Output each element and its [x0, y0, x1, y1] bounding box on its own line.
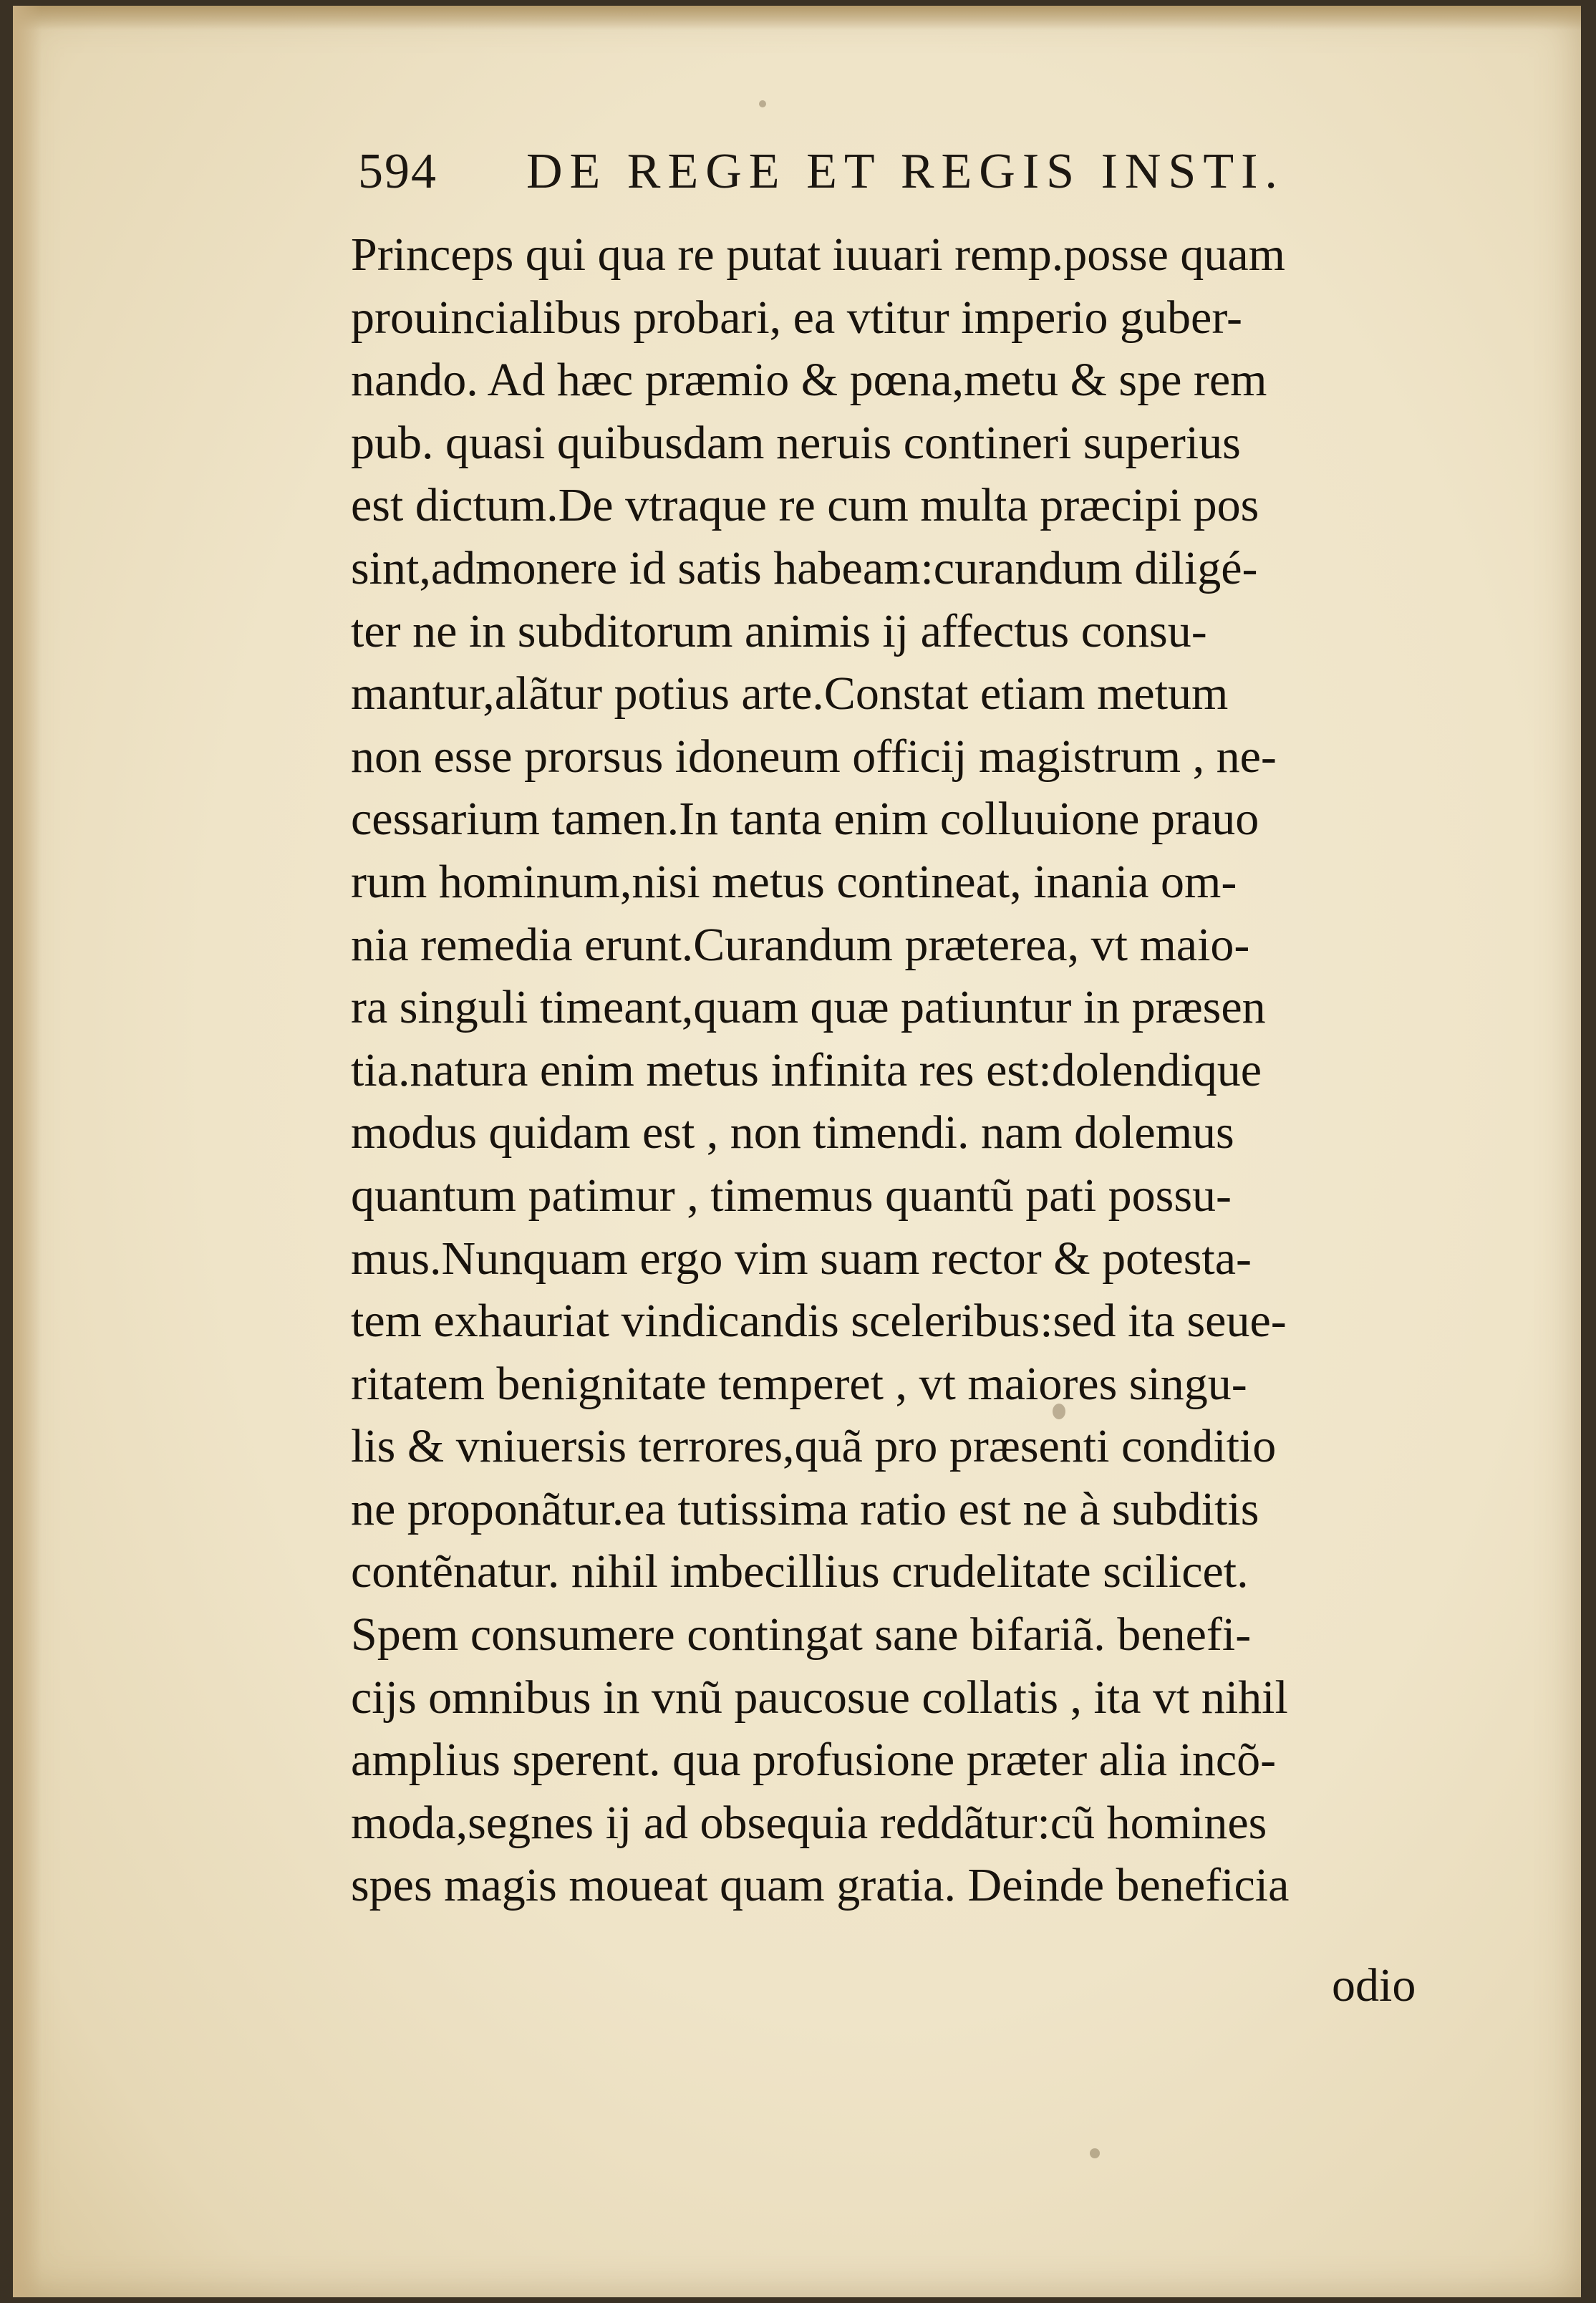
page-edge-shadow-left	[13, 6, 42, 2297]
text-line: quantum patimur , timemus quantũ pati possu-	[351, 1169, 1232, 1222]
paper-fleck	[759, 100, 766, 107]
text-line: mantur,alãtur potius arte.Constat etiam metum	[351, 667, 1229, 720]
text-line: prouincialibus probari, ea vtitur imperio guber-	[351, 291, 1242, 344]
text-line: est dictum.De vtraque re cum multa præcipi pos	[351, 479, 1259, 532]
paper-fleck	[1053, 1404, 1065, 1419]
text-line: Spem consumere contingat sane bifariã. benefi-	[351, 1608, 1252, 1661]
running-head	[358, 143, 1360, 208]
body-text	[351, 223, 1454, 1917]
page-edge-shadow-top	[13, 6, 1581, 30]
text-line: nando. Ad hæc præmio & pœna,metu & spe rem	[351, 354, 1267, 407]
text-line: rum hominum,nisi metus contineat, inania om-	[351, 855, 1237, 908]
text-line: amplius sperent. qua profusione præter alia incõ-	[351, 1734, 1277, 1787]
text-line: cijs omnibus in vnũ paucosue collatis , ita vt nihil	[351, 1671, 1288, 1724]
paper-fleck	[1090, 2148, 1100, 2158]
catchword: odio	[1332, 1959, 1416, 2012]
text-line: sint,admonere id satis habeam:curandum diligé-	[351, 541, 1258, 594]
text-line: pub. quasi quibusdam neruis contineri superius	[351, 416, 1241, 469]
text-line: ritatem benignitate temperet , vt maiores singu-	[351, 1357, 1247, 1410]
text-line: non esse prorsus idoneum officij magistrum , ne-	[351, 730, 1277, 783]
text-line: modus quidam est , non timendi. nam dolemus	[351, 1106, 1234, 1159]
page-number: 594	[358, 144, 437, 199]
text-line: Princeps qui qua re putat iuuari remp.posse quam	[351, 228, 1286, 281]
text-line: mus.Nunquam ergo vim suam rector & potesta-	[351, 1232, 1252, 1285]
text-line: contẽnatur. nihil imbecillius crudelitate scilicet.	[351, 1545, 1249, 1598]
text-line: nia remedia erunt.Curandum præterea, vt maio-	[351, 918, 1250, 971]
text-line: ne proponãtur.ea tutissima ratio est ne à subditis	[351, 1482, 1259, 1535]
text-line: spes magis moueat quam gratia. Deinde beneficia	[351, 1859, 1290, 1912]
text-line: lis & vniuersis terrores,quã pro præsenti conditio	[351, 1420, 1277, 1473]
text-line: tia.natura enim metus infinita res est:dolendique	[351, 1043, 1262, 1096]
text-line: tem exhauriat vindicandis sceleribus:sed ita seue-	[351, 1295, 1287, 1348]
text-line: ra singuli timeant,quam quæ patiuntur in præsen	[351, 981, 1266, 1034]
text-line: ter ne in subditorum animis ij affectus consu-	[351, 604, 1207, 657]
text-line: cessarium tamen.In tanta enim colluuione prauo	[351, 793, 1259, 846]
text-line: moda,segnes ij ad obsequia reddãtur:cũ homines	[351, 1796, 1267, 1849]
running-title: DE REGE ET REGIS INSTI.	[526, 144, 1285, 199]
